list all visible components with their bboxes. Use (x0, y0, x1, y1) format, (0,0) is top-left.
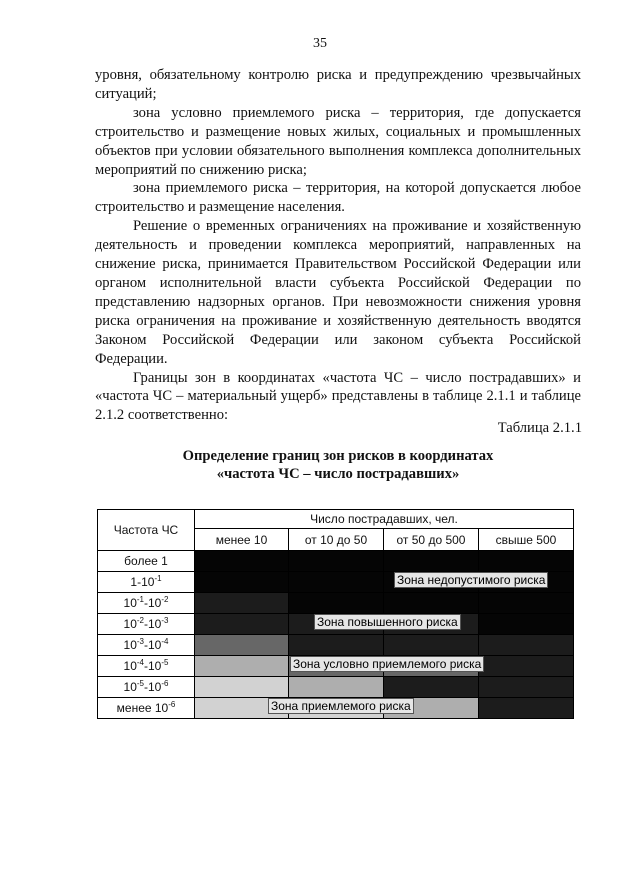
paragraph-1: уровня, обязательному контролю риска и предупреждению чрезвычайных ситуаций; (95, 67, 581, 102)
table-row (98, 677, 574, 698)
zone-cell (195, 656, 289, 677)
zone-cell (195, 635, 289, 656)
zone-cell (479, 614, 574, 635)
zone-cell (289, 635, 384, 656)
zone-acceptable-label: Зона приемлемого риска (268, 698, 414, 714)
zone-cell (289, 593, 384, 614)
zone-cell (289, 551, 384, 572)
body-text (95, 66, 581, 425)
header-casualties: Число пострадавших, чел. (195, 510, 574, 529)
zone-cell (479, 593, 574, 614)
frequency-label: менее $10^{-6}$ (98, 698, 195, 719)
zone-cell (479, 698, 574, 719)
header-frequency: Частота ЧС (98, 510, 195, 551)
zone-elevated-label: Зона повышенного риска (314, 614, 461, 630)
table-title-line-1: Определение границ зон рисков в координатах (182, 448, 494, 464)
frequency-label: более 1 (98, 551, 195, 572)
paragraph-5: Границы зон в координатах «частота ЧС – число пострадавших» и «частота ЧС – материальный ущерб» представлены в таблице 2.1.1 и таблице 2.1.2 соответственно: (95, 369, 581, 424)
page-number: 35 (313, 36, 327, 51)
zone-unacceptable-label: Зона недопустимого риска (394, 572, 548, 588)
zone-cell (479, 635, 574, 656)
zone-cell (479, 551, 574, 572)
zone-conditional-label: Зона условно приемлемого риска (290, 656, 484, 672)
frequency-label: $10^{-5}-10^{-6}$ (98, 677, 195, 698)
zone-cell (384, 635, 479, 656)
zone-cell (289, 677, 384, 698)
table-title-line-2: «частота ЧС – число пострадавших» (216, 466, 460, 482)
column-header: менее 10 (195, 529, 289, 551)
zone-cell (195, 677, 289, 698)
frequency-label: $10^{-1}-10^{-2}$ (98, 593, 195, 614)
frequency-label: $10^{-3}-10^{-4}$ (98, 635, 195, 656)
paragraph-3: зона приемлемого риска – территория, на которой допускается любое строительство и размещение населения. (95, 180, 581, 216)
paragraph-2: зона условно приемлемого риска – территория, где допускается строительство и размещение новых жилых, социальных и промышленных объектов при условии обязательного выполнения комплекса дополнительных мероприятий по снижению риска; (95, 104, 581, 178)
zone-cell (479, 677, 574, 698)
column-header: от 10 до 50 (289, 529, 384, 551)
zone-cell (384, 593, 479, 614)
frequency-label: $10^{-2}-10^{-3}$ (98, 614, 195, 635)
zone-cell (195, 593, 289, 614)
zone-cell (384, 551, 479, 572)
column-header: свыше 500 (479, 529, 574, 551)
table-row (98, 593, 574, 614)
frequency-label: $1-10^{-1}$ (98, 572, 195, 593)
column-header: от 50 до 500 (384, 529, 479, 551)
zone-cell (195, 572, 289, 593)
frequency-label: $10^{-4}-10^{-5}$ (98, 656, 195, 677)
table-row (98, 551, 574, 572)
table-row (98, 635, 574, 656)
zone-cell (384, 677, 479, 698)
table-title (95, 447, 581, 483)
paragraph-4: Решение о временных ограничениях на проживание и хозяйственную деятельность и проведении комплекса мероприятий, направленных на снижение риска, принимается Правительством Российской Федерации или органом исполнительной власти субъекта Российской Федерации по представлению надзорных органов. При невозможности снижения уровня риска ограничения на проживание и хозяйственную деятельность вводятся Законом Российской Федерации или законом субъекта Российской Федерации. (95, 218, 581, 367)
zone-cell (195, 551, 289, 572)
table-caption: Таблица 2.1.1 (497, 420, 582, 436)
zone-cell (195, 614, 289, 635)
zone-cell (479, 656, 574, 677)
zone-cell (289, 572, 384, 593)
